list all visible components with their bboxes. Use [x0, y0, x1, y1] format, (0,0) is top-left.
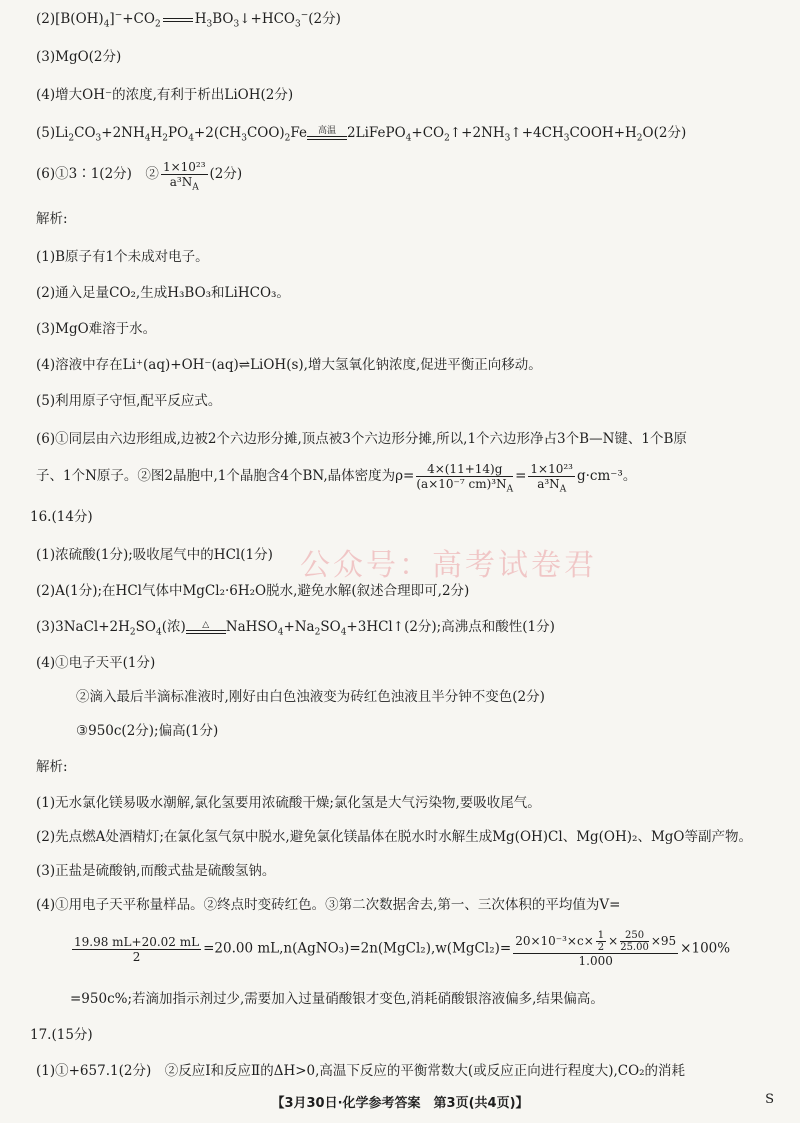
q16-e4b-tail: ×100%	[680, 940, 731, 957]
q15-explain-5: (5)利用原子守恒,配平反应式。	[36, 393, 222, 409]
q17-header: 17.(15分)	[30, 1027, 93, 1043]
q15-a5-condition: 高温	[318, 126, 337, 136]
watermark: 公众号：高考试卷君	[300, 548, 597, 583]
q15-e6b-start: 子、1个N原子。②图2晶胞中,1个晶胞含4个BN,晶体密度为ρ=	[36, 468, 415, 484]
q16-avg-numerator: 19.98 mL+20.02 mL	[74, 934, 200, 949]
q16-answer-3: $(3)3NaCl+2H_2SO_4$(浓) △ $NaHSO_4+Na_2SO_4+3HCl↑(2$分);高沸点和酸性(1分)	[36, 619, 555, 638]
q16-answer-1: (1)浓硫酸(1分);吸收尾气中的HCl(1分)	[36, 547, 273, 563]
q16-half-numerator: 1	[597, 930, 605, 941]
q15-answer-6: (6)①3∶1(2分) ② $\frac{\text{1×10²³}}{a^3N_A}$ (2分)	[36, 160, 243, 193]
q15-density-unit: g·cm⁻³。	[577, 468, 637, 484]
q16-half-denominator: 2	[597, 942, 605, 953]
q15-a2-rhs: +HCO	[250, 11, 295, 27]
q15-explain-3: (3)MgO难溶于水。	[36, 321, 157, 337]
q16-a3-condition: △	[202, 620, 210, 630]
q16-explain-4b	[70, 930, 780, 968]
q15-explain-2: (2)通入足量CO₂,生成H₃BO₃和LiHCO₃。	[36, 285, 290, 301]
q15-density-numerator: 4×(11+14)g	[416, 462, 513, 477]
q15-answer-4: (4)增大OH⁻的浓度,有利于析出LiOH(2分)	[36, 87, 294, 103]
q15-a6-denominator: a³N	[169, 175, 193, 189]
q16-explain-3: (3)正盐是硫酸钠,而酸式盐是硫酸氢钠。	[36, 863, 276, 879]
q16-explain-1: (1)无水氯化镁易吸水潮解,氯化氢要用浓硫酸干燥;氯化氢是大气污染物,要吸收尾气。	[36, 795, 541, 811]
q16-a3-tail: (2分);高沸点和酸性(1分)	[404, 619, 555, 635]
q15-density-denominator: (a×10⁻⁷ cm)³N	[416, 477, 507, 491]
q15-a6-numerator: 1×10²³	[162, 160, 206, 174]
q17-answer-1: (1)①+657.1(2分) ②反应Ⅰ和反应Ⅱ的ΔH>0,高温下反应的平衡常数大(或反应正向进行程度大),CO₂的消耗	[36, 1063, 686, 1079]
footer-letter: S	[765, 1092, 774, 1107]
q15-explain-6a: (6)①同层由六边形组成,边被2个六边形分摊,顶点被3个六边形分摊,所以,1个六边形净占3个B—N键、1个B原	[36, 431, 687, 447]
q15-a2-tail: (2分)	[308, 11, 341, 27]
q15-answer-2: $(2)[B(OH)_4]^-+CO_2$ $H_3BO_3↓+HCO_3^-(2$分)	[36, 10, 341, 30]
q16-explain-2: (2)先点燃A处酒精灯;在氯化氢气氛中脱水,避免氯化镁晶体在脱水时水解生成Mg(OH)Cl、Mg(OH)₂、MgO等副产物。	[36, 829, 752, 845]
q15-answer-3: (3)MgO(2分)	[36, 49, 122, 65]
q16-multiply: ×	[608, 934, 619, 948]
q15-explain-6b: 子、1个N原子。②图2晶胞中,1个晶胞含4个BN,晶体密度为ρ= $\frac{4\times(11+14)g}{(a\times 10^{-7} cm)^3N_A}$ = $\frac{\text{1×10²³}}{a^3N_A}$ g·cm⁻³。	[36, 462, 637, 495]
q16-e4b-mid: =20.00 mL,n(AgNO₃)=2n(MgCl₂),w(MgCl₂)=	[203, 940, 512, 957]
q16-ratio-denominator: 25.00	[620, 942, 649, 953]
q15-a6-tail: (2分)	[209, 166, 243, 182]
q16-avg-denominator: 2	[132, 949, 141, 964]
q15-a2-lhs: (2)[B(OH)	[36, 11, 104, 27]
q15-explain-4: (4)溶液中存在Li⁺(aq)+OH⁻(aq)⇌LiOH(s),增大氢氧化钠浓度,促进平衡正向移动。	[36, 357, 542, 373]
q15-explain-1: (1)B原子有1个未成对电子。	[36, 249, 209, 265]
q15-answer-5: $(5)Li_2CO_3+2NH_4H_2PO_4+2(CH_3COO)_2Fe$ 高温 $2LiFePO_4+CO_2↑+2NH_3↑+4CH_3COOH+H_2O(2$分)	[36, 125, 687, 144]
q16-ratio-numerator: 250	[620, 930, 649, 942]
page-footer: 【3月30日·化学参考答案 第3页(共4页)】	[271, 1096, 529, 1111]
q15-density-denominator-2: a³N	[537, 477, 560, 491]
q15-a6-first: (6)①3∶1(2分) ②	[36, 166, 159, 182]
q16-explain-4c: =950c%;若滴加指示剂过少,需要加入过量硝酸银才变色,消耗硝酸银溶液偏多,结果偏高。	[70, 991, 604, 1007]
q16-mass-numerator-a: 20×10⁻³×c×	[515, 934, 594, 948]
q16-answer-4-1: (4)①电子天平(1分)	[36, 655, 156, 671]
q16-answer-4-3: ③950c(2分);偏高(1分)	[76, 723, 219, 739]
q15-a5-tail: (2分)	[653, 125, 687, 141]
q16-header: 16.(14分)	[30, 509, 93, 525]
q16-answer-2: (2)A(1分);在HCl气体中MgCl₂·6H₂O脱水,避免水解(叙述合理即可,2分)	[36, 583, 470, 599]
q15-density-numerator-2: 1×10²³	[530, 462, 573, 476]
q15-analysis-label: 解析:	[36, 211, 68, 227]
q16-mass-denominator: 1.000	[578, 954, 613, 968]
q16-mass-numerator-b: ×95	[650, 934, 677, 948]
q16-answer-4-2: ②滴入最后半滴标准液时,刚好由白色浊液变为砖红色浊液且半分钟不变色(2分)	[76, 689, 545, 705]
q16-explain-4a: (4)①用电子天平称量样品。②终点时变砖红色。③第二次数据舍去,第一、三次体积的平均值为V=	[36, 897, 621, 913]
q16-analysis-label: 解析:	[36, 759, 68, 775]
